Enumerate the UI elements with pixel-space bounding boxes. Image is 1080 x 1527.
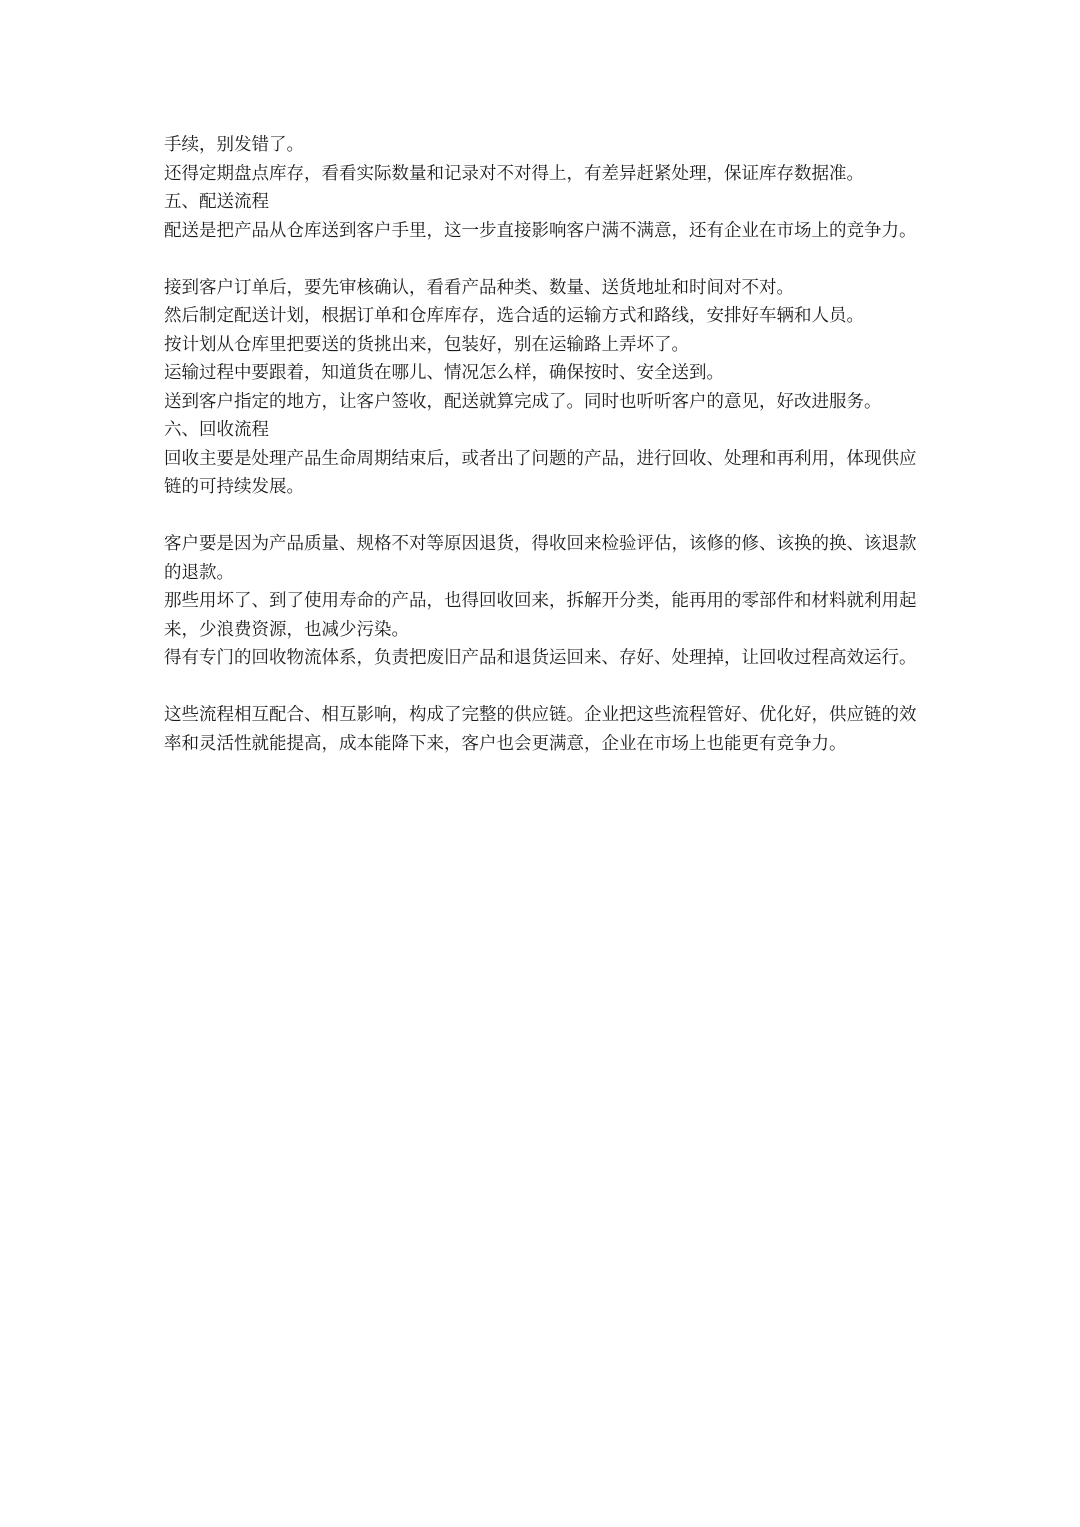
paragraph-procedures-end: 手续，别发错了。 bbox=[164, 135, 304, 155]
paragraph-returns: 客户要是因为产品质量、规格不对等原因退货，得收回来检验评估，该修的修、该换的换、该退款的退款。 bbox=[164, 534, 917, 583]
paragraph-reverse-logistics: 得有专门的回收物流体系，负责把废旧产品和退货运回来、存好、处理掉，让回收过程高效运行。 bbox=[164, 648, 917, 668]
blank-line bbox=[164, 245, 920, 274]
section-heading-recycling: 六、回收流程 bbox=[164, 420, 269, 440]
paragraph-delivery-intro: 配送是把产品从仓库送到客户手里，这一步直接影响客户满不满意，还有企业在市场上的竞争力。 bbox=[164, 220, 917, 241]
section-heading-delivery: 五、配送流程 bbox=[164, 192, 269, 212]
paragraph-picking-packing: 按计划从仓库里把要送的货挑出来，包装好，别在运输路上弄坏了。 bbox=[164, 334, 689, 355]
document-body bbox=[164, 131, 920, 758]
paragraph-sign-off: 送到客户指定的地方，让客户签收，配送就算完成了。同时也听听客户的意见，好改进服务。 bbox=[164, 391, 882, 412]
paragraph-end-of-life: 那些用坏了、到了使用寿命的产品，也得回收回来，拆解开分类，能再用的零部件和材料就利用起来，少浪费资源，也减少污染。 bbox=[164, 591, 917, 640]
blank-line bbox=[164, 673, 920, 702]
paragraph-inventory-check: 还得定期盘点库存，看看实际数量和记录对不对得上，有差异赶紧处理，保证库存数据准。 bbox=[164, 163, 864, 184]
paragraph-transport-tracking: 运输过程中要跟着，知道货在哪儿、情况怎么样，确保按时、安全送到。 bbox=[164, 363, 724, 383]
blank-line bbox=[164, 502, 920, 531]
paragraph-conclusion: 这些流程相互配合、相互影响，构成了完整的供应链。企业把这些流程管好、优化好，供应链的效率和灵活性就能提高，成本能降下来，客户也会更满意，企业在市场上也能更有竞争力。 bbox=[164, 705, 917, 754]
paragraph-recycling-intro: 回收主要是处理产品生命周期结束后，或者出了问题的产品，进行回收、处理和再利用，体现供应链的可持续发展。 bbox=[164, 448, 917, 497]
paragraph-delivery-plan: 然后制定配送计划，根据订单和仓库库存，选合适的运输方式和路线，安排好车辆和人员。 bbox=[164, 306, 864, 326]
paragraph-order-review: 接到客户订单后，要先审核确认，看看产品种类、数量、送货地址和时间对不对。 bbox=[164, 277, 794, 298]
